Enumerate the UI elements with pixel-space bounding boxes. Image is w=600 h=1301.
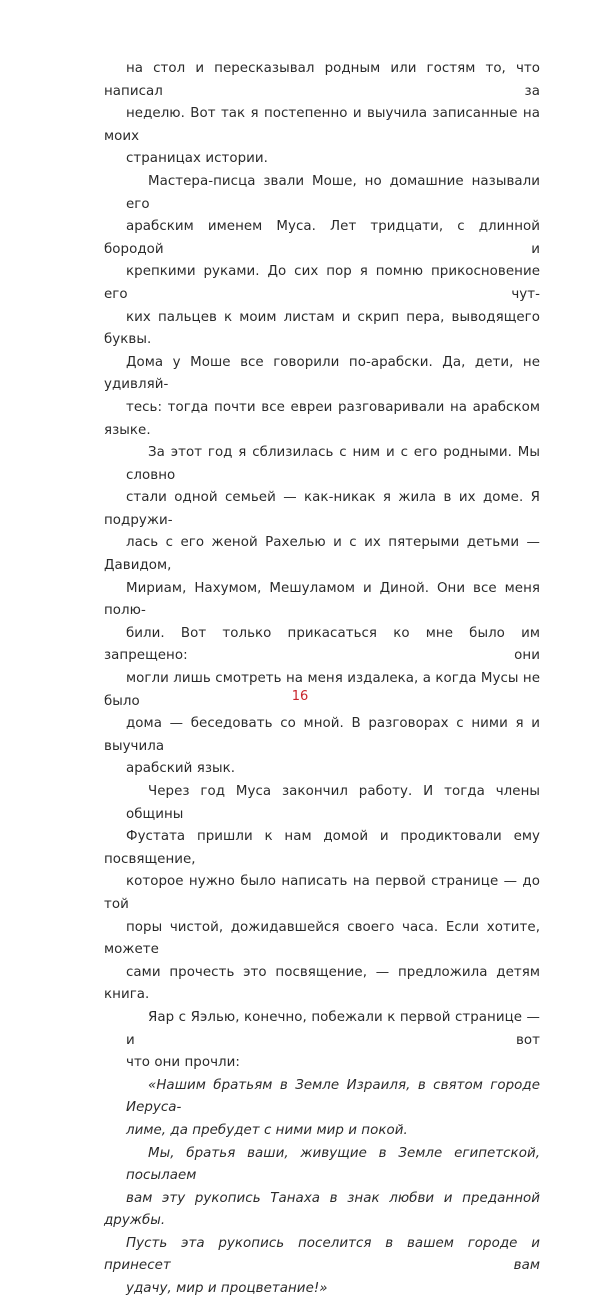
text-line: Через год Муса закончил работу. И тогда члены общины — [126, 784, 540, 822]
text-line: крепкими руками. До сих пор я помню прикосновение его чут- — [104, 264, 540, 302]
text-line: на стол и пересказывал родным или гостям то, что написал за — [104, 61, 540, 99]
text-line: «Нашим братьям в Земле Израиля, в святом городе Иеруса- — [126, 1077, 540, 1116]
text-line: которое нужно было написать на первой странице — до той — [104, 874, 540, 912]
body-text — [104, 58, 540, 1301]
text-line: дома — беседовать со мной. В разговорах с ними я и выучила — [104, 716, 540, 754]
text-line: удачу, мир и процветание!» — [126, 1281, 328, 1297]
text-line: тесь: тогда почти все евреи разговаривали на арабском языке. — [104, 399, 540, 438]
text-line: сами прочесть это посвящение, — предложила детям книга. — [104, 964, 540, 1003]
text-line: неделю. Вот так я постепенно и выучила записанные на моих — [104, 106, 540, 144]
text-line: ких пальцев к моим листам и скрип пера, выводящего буквы. — [104, 309, 540, 348]
page-number: 16 — [291, 689, 309, 704]
text-line: поры чистой, дожидавшейся своего часа. Если хотите, можете — [104, 919, 540, 958]
text-line: могли лишь смотреть на меня издалека, а когда Мусы не было — [104, 671, 540, 709]
paragraph — [104, 1143, 540, 1301]
text-line: Фустата пришли к нам домой и продиктовали ему посвящение, — [104, 829, 540, 867]
text-line: били. Вот только прикасаться ко мне было им запрещено: они — [104, 625, 540, 664]
text-line: Дома у Моше все говорили по-арабски. Да, дети, не удивляй- — [104, 354, 540, 393]
text-line: лась с его женой Рахелью и с их пятерыми детьми — Давидом, — [104, 535, 540, 574]
paragraph — [104, 1007, 540, 1075]
paragraph — [104, 1075, 540, 1143]
text-line: стали одной семьей — как-никак я жила в их доме. Я подружи- — [104, 490, 540, 528]
text-line: что они прочли: — [126, 1055, 240, 1071]
text-line: арабский язык. — [126, 761, 236, 777]
paragraph — [104, 58, 540, 171]
paragraph — [104, 781, 540, 1007]
text-line: За этот год я сблизилась с ним и с его родными. Мы словно — [126, 445, 540, 483]
text-line: Мириам, Нахумом, Мешуламом и Диной. Они все меня полю- — [104, 580, 540, 619]
text-line: лиме, да пребудет с ними мир и покой. — [126, 1122, 408, 1138]
text-line: Яар с Яэлью, конечно, побежали к первой странице — и вот — [126, 1009, 540, 1048]
text-line: страницах истории. — [126, 151, 268, 167]
text-line: Мы, братья ваши, живущие в Земле египетской, посылаем — [126, 1145, 540, 1184]
text-line: Мастера-писца звали Моше, но домашние называли его — [126, 173, 540, 212]
text-line: арабским именем Муса. Лет тридцати, с длинной бородой и — [104, 219, 540, 257]
text-line: Пусть эта рукопись поселится в вашем городе и принесет вам — [104, 1235, 540, 1274]
paragraph — [104, 171, 540, 442]
paragraph — [104, 442, 540, 781]
text-line: вам эту рукопись Танаха в знак любви и преданной дружбы. — [104, 1190, 540, 1229]
